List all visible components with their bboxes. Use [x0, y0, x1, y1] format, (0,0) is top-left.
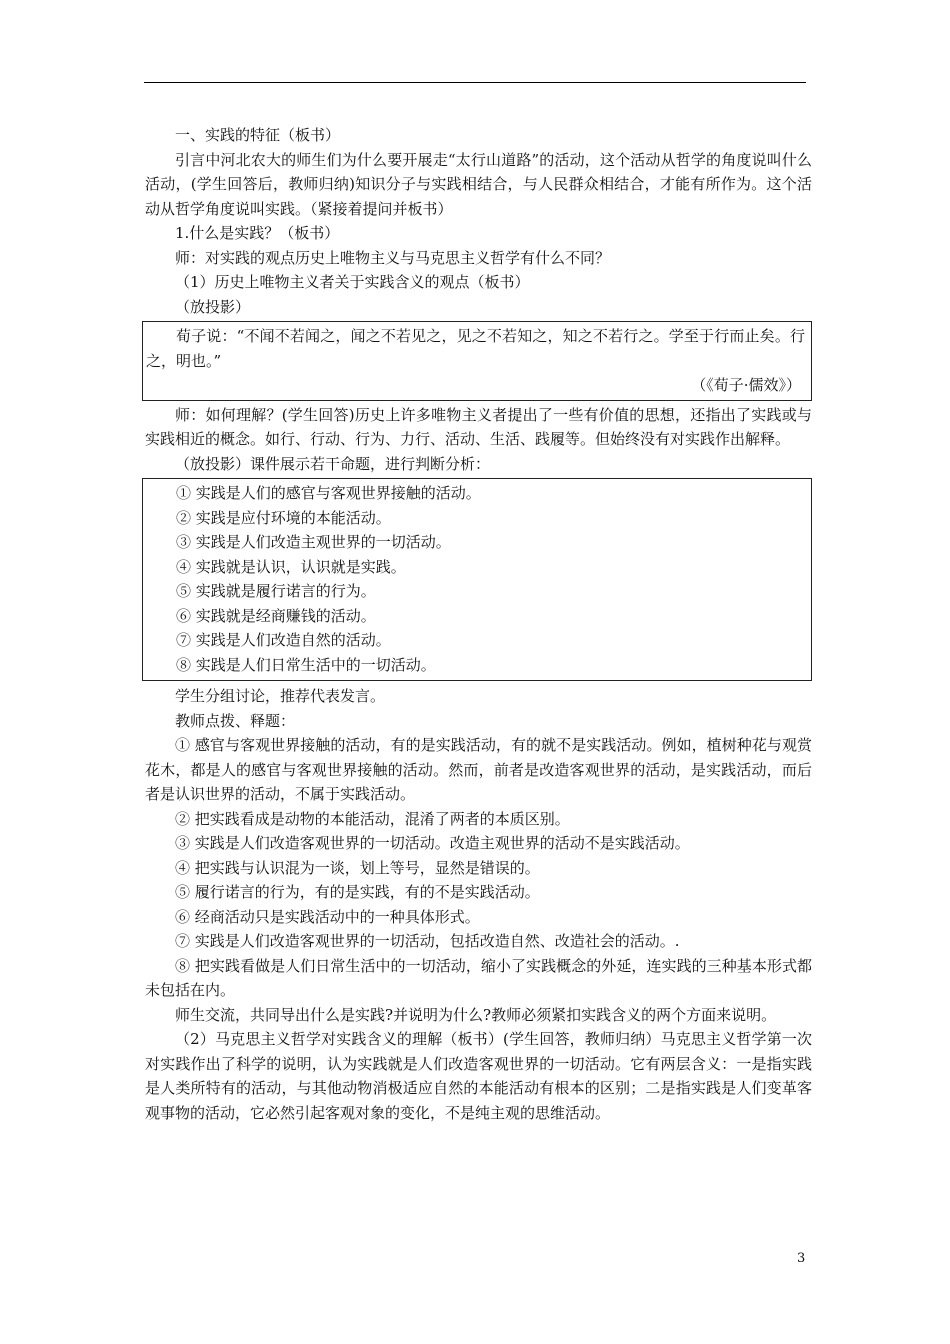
proposition-item: ② 实践是应付环境的本能活动。: [176, 508, 391, 527]
paragraph-teacher-explanation: 师：如何理解？(学生回答)历史上许多唯物主义者提出了一些有价值的思想，还指出了实践或与实践相近的概念。如行、行动、行为、力行、活动、生活、践履等。但始终没有对实践作出解释。: [145, 405, 812, 448]
proposition-item: ⑧ 实践是人们日常生活中的一切活动。: [176, 655, 436, 674]
subsection-marxism: （2）马克思主义哲学对实践含义的理解（板书）(学生回答，教师归纳）马克思主义哲学第一次对实践作出了科学的说明，认为实践就是人们改造客观世界的一切活动。它有两层含义：一是指实践是人类所特有的活动，与其他动物消极适应自然的本能活动有根本的区别；二是指实践是人们变革客观事物的活动，它必然引起客观对象的变化，不是纯主观的思维活动。: [145, 1030, 812, 1122]
answer-item: ⑥ 经商活动只是实践活动中的一种具体形式。: [175, 907, 480, 926]
proposition-item: ① 实践是人们的感官与客观世界接触的活动。: [176, 484, 481, 502]
question-heading: 1.什么是实践？（板书）: [175, 224, 340, 242]
projection-propositions-intro: （放投影）课件展示若干命题，进行判断分析：: [175, 454, 491, 473]
section-heading: 一、实践的特征（板书）: [175, 126, 341, 144]
projection-note: （放投影）: [175, 297, 251, 316]
quote-source: （《荀子·儒效》）: [691, 376, 801, 394]
subsection-heading-1: （1）历史上唯物主义者关于实践含义的观点（板书）: [175, 273, 530, 291]
page-number: 3: [797, 1251, 806, 1266]
answer-item: ② 把实践看成是动物的本能活动，混淆了两者的本质区别。: [175, 809, 570, 828]
paragraph-teacher-question: 师：对实践的观点历史上唯物主义与马克思主义哲学有什么不同？: [175, 248, 611, 267]
proposition-item: ④ 实践就是认识，认识就是实践。: [176, 557, 406, 576]
header-rule: [144, 82, 806, 83]
answer-item: ④ 把实践与认识混为一谈，划上等号，显然是错误的。: [175, 858, 540, 877]
answer-item: ⑤ 履行诺言的行为，有的是实践，有的不是实践活动。: [175, 883, 540, 901]
document-body: [145, 123, 812, 1125]
proposition-item: ⑥ 实践就是经商赚钱的活动。: [176, 606, 376, 625]
proposition-item: ③ 实践是人们改造主观世界的一切活动。: [176, 533, 451, 551]
proposition-item: ⑤ 实践就是履行诺言的行为。: [176, 582, 376, 600]
paragraph-intro: 引言中河北农大的师生们为什么要开展走“太行山道路”的活动，这个活动从哲学的角度说叫什么活动，(学生回答后，教师归纳)知识分子与实践相结合，与人民群众相结合，才能有所作为。这个活动从哲学角度说叫实践。（紧接着提问并板书）: [145, 150, 812, 218]
answer-item: ⑦ 实践是人们改造客观世界的一切活动，包括改造自然、改造社会的活动。.: [175, 932, 680, 950]
answer-item: ③ 实践是人们改造客观世界的一切活动。改造主观世界的活动不是实践活动。: [175, 834, 690, 852]
answer-item: ⑧ 把实践看做是人们日常生活中的一切活动，缩小了实践概念的外延，连实践的三种基本形式都未包括在内。: [145, 956, 812, 999]
paragraph-teacher-guidance: 教师点拨、释题：: [175, 711, 296, 730]
quote-text: 荀子说：“不闻不若闻之，闻之不若见之，见之不若知之，知之不若行之。学至于行而止矣。行之，明也。”: [146, 327, 805, 370]
proposition-item: ⑦ 实践是人们改造自然的活动。: [176, 631, 391, 649]
paragraph-exchange: 师生交流，共同导出什么是实践?并说明为什么?教师必须紧扣实践含义的两个方面来说明。: [175, 1005, 777, 1024]
paragraph-discussion: 学生分组讨论，推荐代表发言。: [175, 687, 386, 705]
answer-item: ① 感官与客观世界接触的活动，有的是实践活动，有的就不是实践活动。例如，植树种花与观赏花木，都是人的感官与客观世界接触的活动。然而，前者是改造客观世界的活动，是实践活动，而后者是认识世界的活动，不属于实践活动。: [145, 736, 812, 803]
quote-box: [142, 321, 812, 401]
propositions-box: [142, 478, 812, 681]
